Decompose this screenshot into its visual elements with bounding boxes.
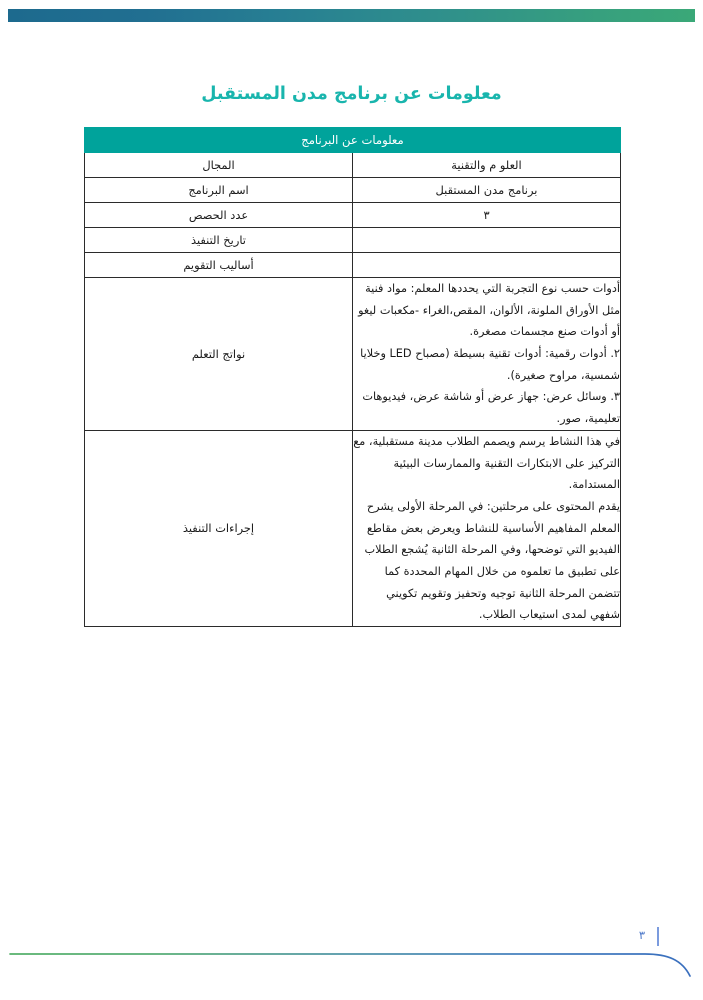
cell-value-field: العلو م والتقنية: [353, 153, 621, 178]
table-row: [85, 253, 621, 278]
cell-label-assessment-methods: أساليب التقويم: [85, 253, 353, 278]
page-footer: [0, 890, 703, 1000]
program-information-table: [84, 127, 621, 627]
page-title: معلومات عن برنامج مدن المستقبل: [201, 84, 502, 104]
table-row: [85, 153, 621, 178]
footer-curve-line: [0, 946, 703, 982]
top-decorative-bar: [0, 0, 703, 26]
implementation-paragraph: في هذا النشاط يرسم ويصمم الطلاب مدينة مستقبلية، مع التركيز على الابتكارات التقنية والممارسات البيئية المستدامة.: [353, 434, 620, 492]
cell-label-implementation-date: تاريخ التنفيذ: [85, 228, 353, 253]
cell-value-implementation-date: [353, 228, 621, 253]
learning-outcomes-paragraph: أدوات حسب نوع التجربة التي يحددها المعلم: مواد فنية مثل الأوراق الملونة، الألوان، المقص،الغراء -مكعبات ليغو أو أدوات صنع مجسمات مصغرة.: [358, 282, 620, 339]
cell-label-implementation-procedures: إجراءات التنفيذ: [85, 430, 353, 626]
table-header-row: [85, 128, 621, 153]
table-row: [85, 430, 621, 626]
cell-value-implementation-procedures: [353, 430, 621, 626]
cell-label-program-name: اسم البرنامج: [85, 178, 353, 203]
top-gradient-bar: [8, 9, 695, 22]
cell-value-program-name: برنامج مدن المستقبل: [353, 178, 621, 203]
cell-label-field: المجال: [85, 153, 353, 178]
page-number: ٣: [638, 928, 645, 942]
table-header-cell: معلومات عن البرنامج: [85, 128, 621, 153]
cell-label-session-count: عدد الحصص: [85, 203, 353, 228]
cell-label-learning-outcomes: نواتج التعلم: [85, 278, 353, 431]
learning-outcomes-paragraph: ٣. وسائل عرض: جهاز عرض أو شاشة عرض، فيديوهات تعليمية، صور.: [362, 390, 620, 426]
table-row: [85, 278, 621, 431]
table-row: [85, 228, 621, 253]
implementation-paragraph: يقدم المحتوى على مرحلتين: في المرحلة الأولى يشرح المعلم المفاهيم الأساسية للنشاط ويعرض بعض مقاطع الفيديو التي توضحها، وفي المرحلة الثانية يُشجع الطلاب على تطبيق ما تعلموه من خلال المهام المحددة كما تتضمن المرحلة الثانية توجيه وتحفيز وتقويم تكويني شفهي لمدى استيعاب الطلاب.: [364, 499, 620, 622]
cell-value-assessment-methods: [353, 253, 621, 278]
page-number-divider: [657, 927, 659, 946]
cell-value-learning-outcomes: [353, 278, 621, 431]
learning-outcomes-paragraph: ٢. أدوات رقمية: أدوات تقنية بسيطة (مصباح LED وخلايا شمسية، مراوح صغيرة).: [360, 347, 620, 382]
table-row: [85, 178, 621, 203]
table-body: [85, 128, 621, 627]
cell-value-session-count: ٣: [353, 203, 621, 228]
table-row: [85, 203, 621, 228]
